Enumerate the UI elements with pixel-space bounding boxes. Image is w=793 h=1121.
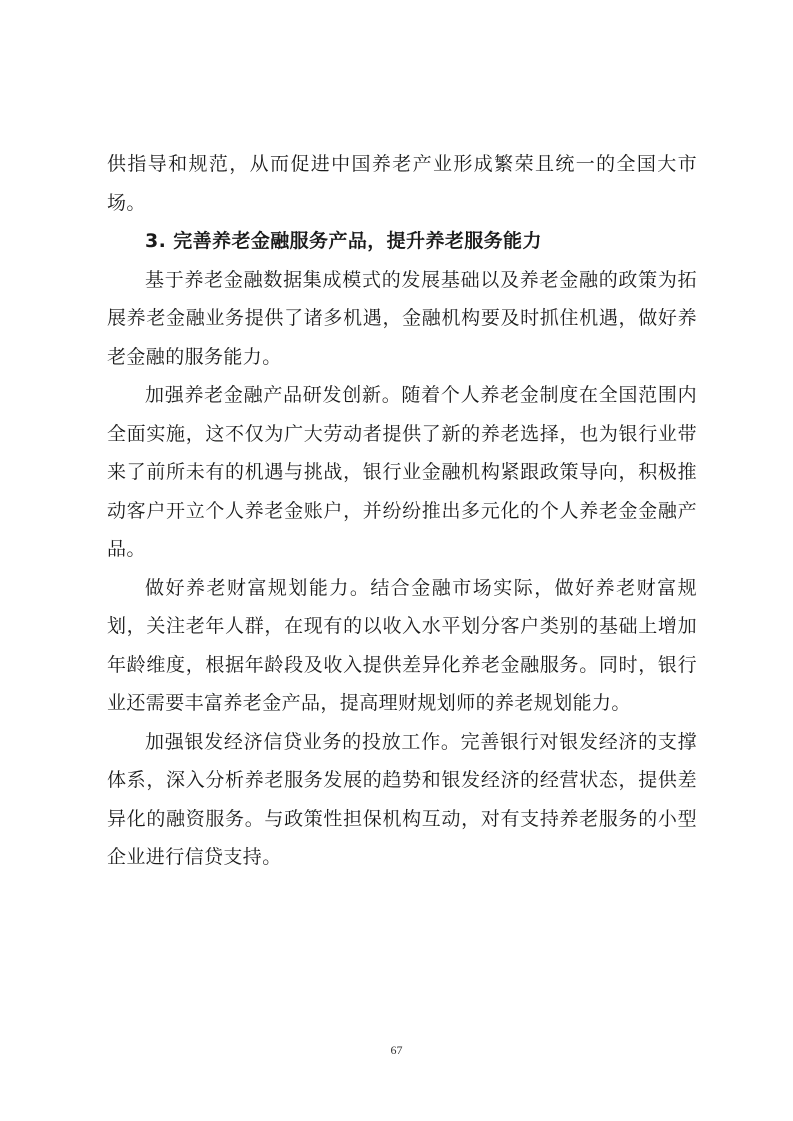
paragraph-product-innovation: 加强养老金融产品研发创新。随着个人养老金制度在全国范围内全面实施，这不仅为广大劳动者提供了新的养老选择，也为银行业带来了前所未有的机遇与挑战，银行业金融机构紧跟政策导向，积极推动客户开立个人养老金账户，并纷纷推出多元化的个人养老金金融产品。 — [107, 384, 697, 560]
paragraph-credit-business: 加强银发经济信贷业务的投放工作。完善银行对银发经济的支撑体系，深入分析养老服务发展的趋势和银发经济的经营状态，提供差异化的融资服务。与政策性担保机构互动，对有支持养老服务的小型企业进行信贷支持。 — [107, 730, 697, 868]
section-heading: 3. 完善养老金融服务产品，提升养老服务能力 — [145, 230, 542, 252]
page-number: 67 — [390, 1043, 403, 1057]
paragraph-intro: 基于养老金融数据集成模式的发展基础以及养老金融的政策为拓展养老金融业务提供了诸多机遇，金融机构要及时抓住机遇，做好养老金融的服务能力。 — [107, 268, 697, 368]
document-body — [107, 145, 697, 877]
paragraph-continuation: 供指导和规范，从而促进中国养老产业形成繁荣且统一的全国大市场。 — [107, 153, 697, 214]
paragraph-wealth-planning: 做好养老财富规划能力。结合金融市场实际，做好养老财富规划，关注老年人群，在现有的以收入水平划分客户类别的基础上增加年龄维度，根据年龄段及收入提供差异化养老金融服务。同时，银行业还需要丰富养老金产品，提高理财规划师的养老规划能力。 — [107, 576, 697, 714]
